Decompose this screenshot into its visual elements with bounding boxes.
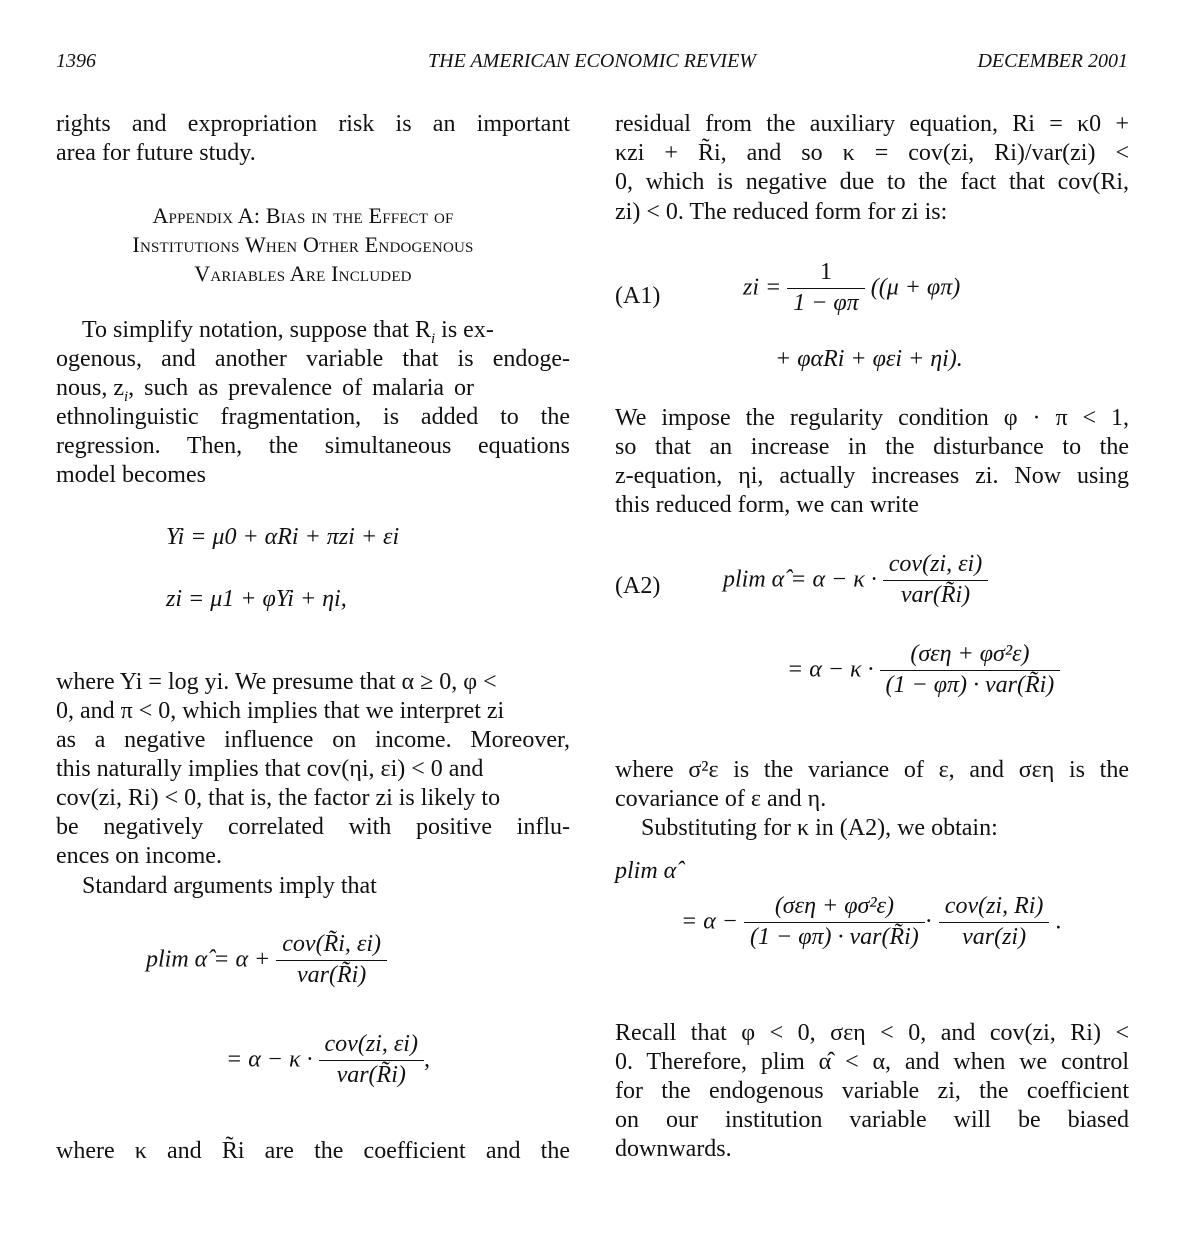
numerator: 1 bbox=[787, 258, 865, 289]
text-line: downwards. bbox=[615, 1136, 732, 1162]
text-line: 0. Therefore, plim α̂ < α, and when we control bbox=[615, 1049, 1129, 1075]
para1-line: ogenous, and another variable that is endoge- bbox=[56, 346, 570, 372]
para1-line: nous, $z_i$, such as prevalence of malaria or bbox=[56, 375, 475, 405]
text-line: z-equation, ηi, actually increases zi. Now using bbox=[615, 463, 1129, 489]
numerator: cov(zi, Ri) bbox=[939, 892, 1050, 923]
intro-line: area for future study. bbox=[56, 140, 256, 166]
running-header bbox=[56, 50, 1128, 80]
a2-lhs2: = α − κ · bbox=[787, 656, 874, 683]
fraction bbox=[880, 640, 1061, 700]
period: . bbox=[1055, 908, 1062, 935]
text-line: on our institution variable will be biased bbox=[615, 1107, 1129, 1133]
numerator: (σεη + φσ²ε) bbox=[880, 640, 1061, 671]
text-line: so that an increase in the disturbance to the bbox=[615, 434, 1129, 460]
text-line: residual from the auxiliary equation, Ri = κ0 + bbox=[615, 111, 1129, 137]
plim-lhs: = α − κ · bbox=[226, 1046, 313, 1073]
equation-a1-line2: + φαRi + φεi + ηi). bbox=[775, 346, 963, 372]
eq-label-a1: (A1) bbox=[615, 283, 661, 309]
text-line: where σ²ε is the variance of ε, and σεη is the bbox=[615, 757, 1129, 783]
equation-a1 bbox=[743, 258, 960, 318]
page-number: 1396 bbox=[56, 50, 96, 72]
equation-2: zi = μ1 + φYi + ηi, bbox=[166, 586, 347, 612]
text-line: this reduced form, we can write bbox=[615, 492, 919, 518]
eq-label-a2: (A2) bbox=[615, 573, 661, 599]
numerator: (σεη + φσ²ε) bbox=[744, 892, 925, 923]
a2-lhs: plim α̂ = α − κ · bbox=[723, 566, 877, 593]
appendix-title-line: Institutions When Other Endogenous bbox=[132, 232, 474, 257]
equation-a2 bbox=[723, 550, 988, 610]
para1-line: To simplify notation, suppose that $R_i$ is ex- bbox=[82, 317, 494, 347]
plim-lhs: plim α̂ = α + bbox=[146, 946, 271, 973]
last-line: where κ and R̃i are the coefficient and the bbox=[56, 1138, 570, 1164]
text: nous, z bbox=[56, 375, 124, 401]
denominator: var(R̃i) bbox=[336, 1061, 406, 1088]
plim-label: plim α̂ bbox=[615, 858, 677, 884]
intro-line: rights and expropriation risk is an important bbox=[56, 111, 570, 137]
a1-rest: ((μ + φπ) bbox=[870, 274, 961, 301]
appendix-title bbox=[46, 201, 560, 288]
fraction bbox=[787, 258, 865, 318]
a1-lhs: zi = bbox=[743, 274, 782, 301]
issue-date: DECEMBER 2001 bbox=[977, 50, 1128, 72]
para2-line: where Yi = log yi. We presume that α ≥ 0, φ < bbox=[56, 669, 497, 695]
text-line: Recall that φ < 0, σεη < 0, and cov(zi, Ri) < bbox=[615, 1020, 1129, 1046]
para2-line: ences on income. bbox=[56, 843, 222, 869]
text-line: Substituting for κ in (A2), we obtain: bbox=[641, 815, 998, 841]
text-line: for the endogenous variable zi, the coefficient bbox=[615, 1078, 1129, 1104]
equation-a2-line2 bbox=[787, 640, 1060, 700]
text: To simplify notation, suppose that R bbox=[82, 317, 431, 343]
denominator: var(R̃i) bbox=[296, 961, 367, 988]
para3-line: Standard arguments imply that bbox=[82, 873, 377, 899]
para1-line: ethnolinguistic fragmentation, is added to the bbox=[56, 404, 570, 430]
para2-line: this naturally implies that cov(ηi, εi) < 0 and bbox=[56, 756, 484, 782]
denominator: (1 − φπ) · var(R̃i) bbox=[750, 923, 919, 950]
denominator: 1 − φπ bbox=[793, 289, 859, 316]
para2-line: as a negative influence on income. Moreover, bbox=[56, 727, 570, 753]
text-line: 0, which is negative due to the fact that cov(Ri, bbox=[615, 169, 1129, 195]
plim-equation-2: = α − κ · $\frac{\text{cov(zi, εi)}}{\text{var(R̃i)}}$ , bbox=[226, 1030, 430, 1090]
para1-line: regression. Then, the simultaneous equations bbox=[56, 433, 570, 459]
fraction bbox=[744, 892, 925, 952]
equation-substituted: = α − $\frac{\text{(σεη + φσ²ε)}}{\text{(1 − φπ) · var(R̃i)}}$ · $\frac{\text{cov(zi, Ri)}}{\text{var(zi)}}$ . bbox=[681, 892, 1061, 952]
fraction bbox=[319, 1030, 424, 1090]
para2-line: be negatively correlated with positive influ- bbox=[56, 814, 570, 840]
appendix-title-line: Variables Are Included bbox=[194, 261, 412, 286]
equation-1: Yi = μ0 + αRi + πzi + εi bbox=[166, 524, 400, 550]
sub-lhs: = α − bbox=[681, 908, 738, 935]
appendix-title-line: Appendix A: Bias in the Effect of bbox=[152, 203, 454, 228]
denominator: var(zi) bbox=[962, 923, 1027, 950]
numerator: cov(zi, εi) bbox=[883, 550, 988, 581]
text-line: covariance of ε and η. bbox=[615, 786, 827, 812]
numerator: cov(R̃i, εi) bbox=[276, 930, 387, 961]
numerator: cov(zi, εi) bbox=[319, 1030, 424, 1061]
fraction bbox=[276, 930, 387, 990]
para2-line: cov(zi, Ri) < 0, that is, the factor zi is likely to bbox=[56, 785, 501, 811]
fraction bbox=[939, 892, 1050, 952]
denominator: var(R̃i) bbox=[900, 581, 971, 608]
text-line: zi) < 0. The reduced form for zi is: bbox=[615, 199, 948, 225]
para1-line: model becomes bbox=[56, 462, 206, 488]
denominator: (1 − φπ) · var(R̃i) bbox=[885, 671, 1055, 698]
text-line: κzi + R̃i, and so κ = cov(zi, Ri)/var(zi) < bbox=[615, 140, 1129, 166]
para2-line: 0, and π < 0, which implies that we interpret zi bbox=[56, 698, 505, 724]
text: is ex- bbox=[435, 317, 494, 343]
journal-title: THE AMERICAN ECONOMIC REVIEW bbox=[428, 50, 756, 72]
text: , such as prevalence of malaria or bbox=[128, 375, 475, 401]
fraction bbox=[883, 550, 988, 610]
text-line: We impose the regularity condition φ · π < 1, bbox=[615, 405, 1129, 431]
plim-equation bbox=[146, 930, 387, 990]
